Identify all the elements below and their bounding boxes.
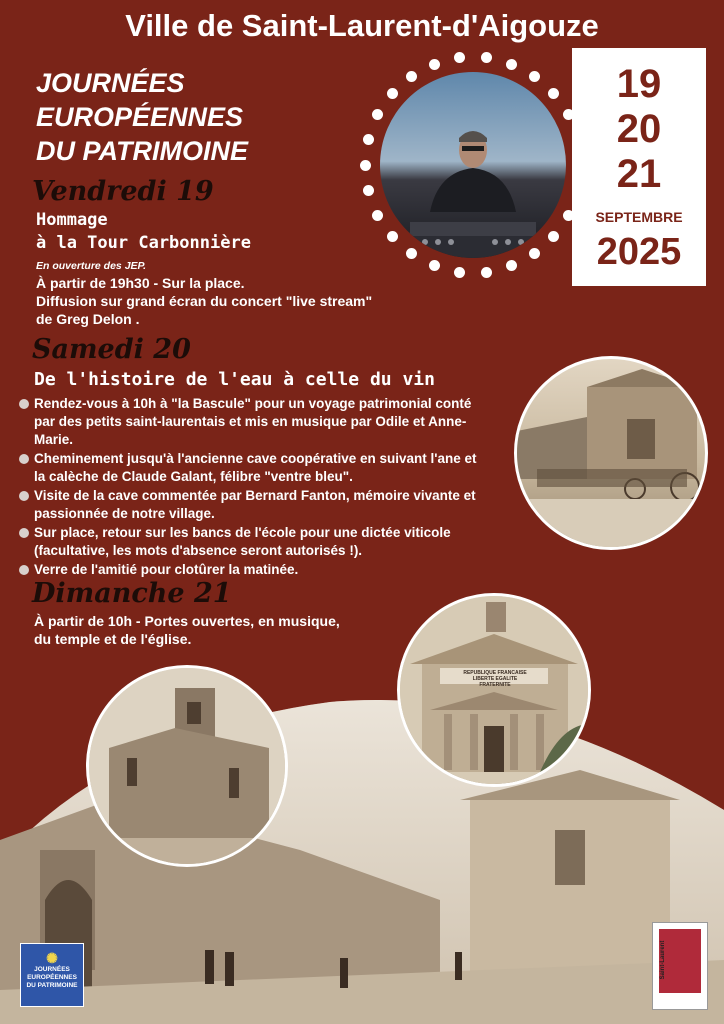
sunday-line-2: du temple et de l'église. [34,631,192,647]
friday-details [36,274,396,328]
list-item: Rendez-vous à 10h à "la Bascule" pour un voyage patrimonial conté par des petits saint-laurentais et mis en musique par Odile et Anne-Marie. [20,395,490,449]
friday-heading: Vendredi 19 [32,176,214,207]
ring-dot [548,231,559,242]
ring-dot [406,71,417,82]
ring-dot [406,248,417,259]
friday-title-1: Hommage [36,210,108,230]
sunday-heading: Dimanche 21 [32,578,232,609]
friday-line-1: À partir de 19h30 - Sur la place. [36,275,245,291]
ring-dot [454,267,465,278]
event-heading [36,66,248,168]
ring-dot [529,71,540,82]
cave-illustration [517,359,705,547]
ring-dot [363,185,374,196]
friday-note: En ouverture des JEP. [36,260,147,272]
ring-dot [387,231,398,242]
eu-stars-icon: ✺ [46,950,58,966]
ring-dot [481,267,492,278]
dj-photo [380,72,566,258]
town-logo [652,922,708,1010]
date-year: 2025 [596,231,682,273]
temple-photo [397,593,591,787]
friday-line-3: de Greg Delon . [36,311,140,327]
ring-dot [387,88,398,99]
jep-logo-line1: JOURNÉES [34,966,70,973]
friday-line-2: Diffusion sur grand écran du concert "live stream" [36,293,373,309]
ring-dot [506,59,517,70]
ring-dot [372,210,383,221]
ring-dot [429,260,440,271]
date-day-2: 20 [616,107,662,151]
date-month: SEPTEMBRE [595,209,683,225]
church-illustration [89,668,285,864]
ring-dot [360,160,371,171]
date-day-3: 21 [616,152,662,196]
temple-sign-line1: REPUBLIQUE FRANCAISE [463,670,527,676]
ring-dot [454,52,465,63]
ring-dot [363,134,374,145]
ring-dot [481,52,492,63]
list-item: Verre de l'amitié pour clotûrer la matinée. [20,561,490,579]
jep-logo-line2: EUROPÉENNES [27,974,77,981]
friday-title-2: à la Tour Carbonnière [36,233,251,253]
temple-sign [460,670,530,688]
town-logo-text: Saint-Laurent [660,940,666,980]
saturday-heading: Samedi 20 [32,334,191,365]
sunday-details [34,612,394,648]
ring-dot [548,88,559,99]
saturday-program-list [20,395,490,580]
ring-dot [372,109,383,120]
saturday-title: De l'histoire de l'eau à celle du vin [34,369,435,390]
list-item: Sur place, retour sur les bancs de l'école pour une dictée viticole (facultative, les mots d'absence seront autorisés !). [20,524,490,560]
list-item: Cheminement jusqu'à l'ancienne cave coopérative en suivant l'ane et la calèche de Claude Galant, félibre "ventre bleu". [20,450,490,486]
jep-logo [20,943,84,1007]
sunday-line-1: À partir de 10h - Portes ouvertes, en musique, [34,613,340,629]
ring-dot [529,248,540,259]
ring-dot [429,59,440,70]
event-heading-line1: JOURNÉES [36,68,185,98]
cave-cooperative-photo [514,356,708,550]
date-day-1: 19 [616,62,662,106]
list-item: Visite de la cave commentée par Bernard Fanton, mémoire vivante et passionnée de notre village. [20,487,490,523]
jep-logo-line3: DU PATRIMOINE [26,982,78,989]
temple-illustration [400,596,588,784]
event-heading-line2: EUROPÉENNES [36,102,244,132]
event-heading-line3: DU PATRIMOINE [36,136,248,166]
temple-sign-line2: LIBERTE EGALITE FRATERNITE [472,676,518,688]
ring-dot [506,260,517,271]
dj-illustration [380,72,566,258]
date-box [572,48,706,286]
page-title: Ville de Saint-Laurent-d'Aigouze [125,8,599,43]
church-photo [86,665,288,867]
